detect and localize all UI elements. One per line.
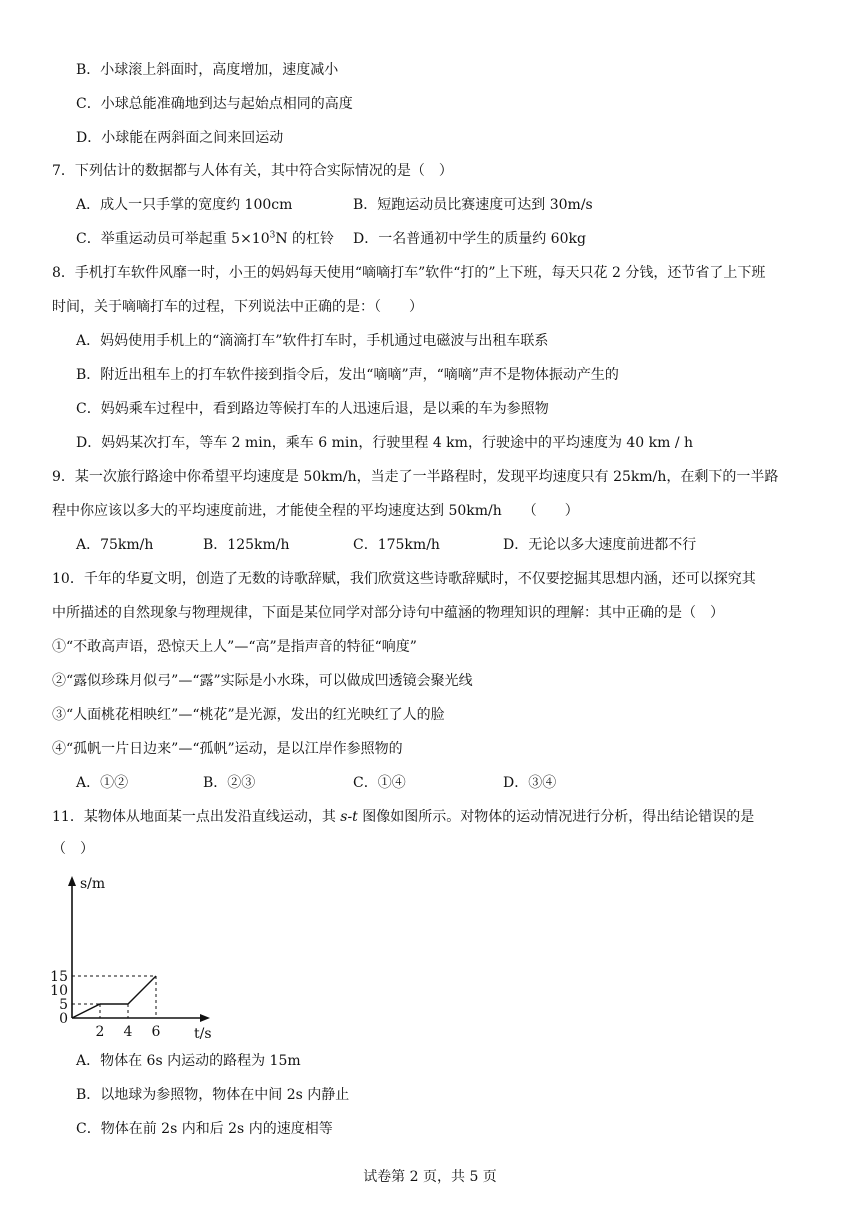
q11-option-b: B．以地球为参照物，物体在中间 2s 内静止	[76, 1087, 350, 1103]
q6-option-c: C．小球总能准确地到达与起始点相同的高度	[76, 96, 353, 112]
q10-statement-1: ①“不敢高声语，恐惊天上人”—“高”是指声音的特征“响度”	[52, 639, 417, 655]
origin-label: 0	[59, 1011, 68, 1027]
q6-option-b: B．小球滚上斜面时，高度增加，速度减小	[76, 62, 339, 78]
q9-option-c: C．175km/h	[353, 537, 440, 553]
q9-option-b: B．125km/h	[203, 537, 290, 553]
q7-option-c-exponent: 3	[269, 230, 276, 241]
q7-option-c-post: N 的杠铃	[275, 231, 335, 247]
q11-stem-variable: s-t	[340, 809, 358, 825]
q11-stem-line2: （ ）	[52, 841, 94, 857]
q10-stem-line2: 中所描述的自然现象与物理规律，下面是某位同学对部分诗句中蕴涵的物理知识的理解：其中正确的是（ ）	[52, 605, 724, 621]
y-tick-label: 5	[59, 997, 68, 1013]
q10-statement-2: ②“露似珍珠月似弓”—“露”实际是小水珠，可以做成凹透镜会聚光线	[52, 673, 473, 689]
y-axis-label: s/m	[80, 876, 106, 892]
q7-option-a: A．成人一只手掌的宽度约 100cm	[76, 197, 293, 213]
q8-option-d: D．妈妈某次打车，等车 2 min，乘车 6 min，行驶里程 4 km，行驶途中的平均速度为 40 km / h	[76, 435, 694, 451]
q8-stem-line1: 8．手机打车软件风靡一时，小王的妈妈每天使用“嘀嘀打车”软件“打的”上下班，每天只花 2 分钱，还节省了上下班	[52, 265, 766, 281]
q8-option-c: C．妈妈乘车过程中，看到路边等候打车的人迅速后退，是以乘的车为参照物	[76, 401, 549, 417]
q9-option-d: D．无论以多大速度前进都不行	[503, 537, 697, 553]
q8-option-a: A．妈妈使用手机上的“滴滴打车”软件打车时，手机通过电磁波与出租车联系	[76, 333, 549, 349]
q10-stem-line1: 10．千年的华夏文明，创造了无数的诗歌辞赋，我们欣赏这些诗歌辞赋时，不仅要挖掘其思想内涵，还可以探究其	[52, 571, 756, 587]
x-tick-label: 6	[151, 1024, 161, 1040]
page-footer: 试卷第 2 页，共 5 页	[363, 1169, 497, 1185]
x-tick-label: 2	[95, 1024, 105, 1040]
q11-stem-post: 图像如图所示。对物体的运动情况进行分析，得出结论错误的是	[357, 809, 755, 825]
q7-option-b: B．短跑运动员比赛速度可达到 30m/s	[353, 197, 593, 213]
q9-stem-line1: 9．某一次旅行路途中你希望平均速度是 50km/h，当走了一半路程时，发现平均速度只有 25km/h，在剩下的一半路	[52, 469, 779, 485]
q8-stem-line2: 时间，关于嘀嘀打车的过程，下列说法中正确的是：（ ）	[52, 299, 423, 315]
q7-option-d: D．一名普通初中学生的质量约 60kg	[353, 231, 586, 247]
q11-stem-line1	[52, 808, 754, 826]
q10-option-d: D．③④	[503, 775, 557, 791]
q11-stem-pre: 11．某物体从地面某一点出发沿直线运动，其	[52, 809, 341, 825]
q7-option-c	[76, 230, 334, 248]
q10-option-a: A．①②	[76, 775, 129, 791]
y-tick-label: 10	[50, 983, 68, 999]
q10-option-b: B．②③	[203, 775, 256, 791]
x-axis-arrow	[200, 1014, 210, 1022]
q11-option-a: A．物体在 6s 内运动的路程为 15m	[76, 1053, 301, 1069]
q6-option-d: D．小球能在两斜面之间来回运动	[76, 130, 284, 146]
q10-statement-4: ④“孤帆一片日边来”—“孤帆”运动，是以江岸作参照物的	[52, 741, 403, 757]
q9-option-a: A．75km/h	[76, 537, 154, 553]
y-tick-label: 15	[50, 969, 68, 985]
q7-stem: 7．下列估计的数据都与人体有关，其中符合实际情况的是（ ）	[52, 163, 453, 179]
q11-option-c: C．物体在前 2s 内和后 2s 内的速度相等	[76, 1121, 333, 1137]
st-graph	[50, 868, 228, 1042]
q8-option-b: B．附近出租车上的打车软件接到指令后，发出“嘀嘀”声，“嘀嘀”声不是物体振动产生的	[76, 367, 619, 383]
q10-option-c: C．①④	[353, 775, 406, 791]
q10-statement-3: ③“人面桃花相映红”—“桃花”是光源，发出的红光映红了人的脸	[52, 707, 445, 723]
x-axis-label: t/s	[194, 1026, 212, 1042]
y-axis-arrow	[68, 876, 76, 886]
x-tick-label: 4	[123, 1024, 133, 1040]
series-line	[72, 976, 156, 1018]
q7-option-c-pre: C．举重运动员可举起重 5×10	[76, 231, 270, 247]
q9-stem-line2: 程中你应该以多大的平均速度前进，才能使全程的平均速度达到 50km/h （ ）	[52, 503, 579, 519]
